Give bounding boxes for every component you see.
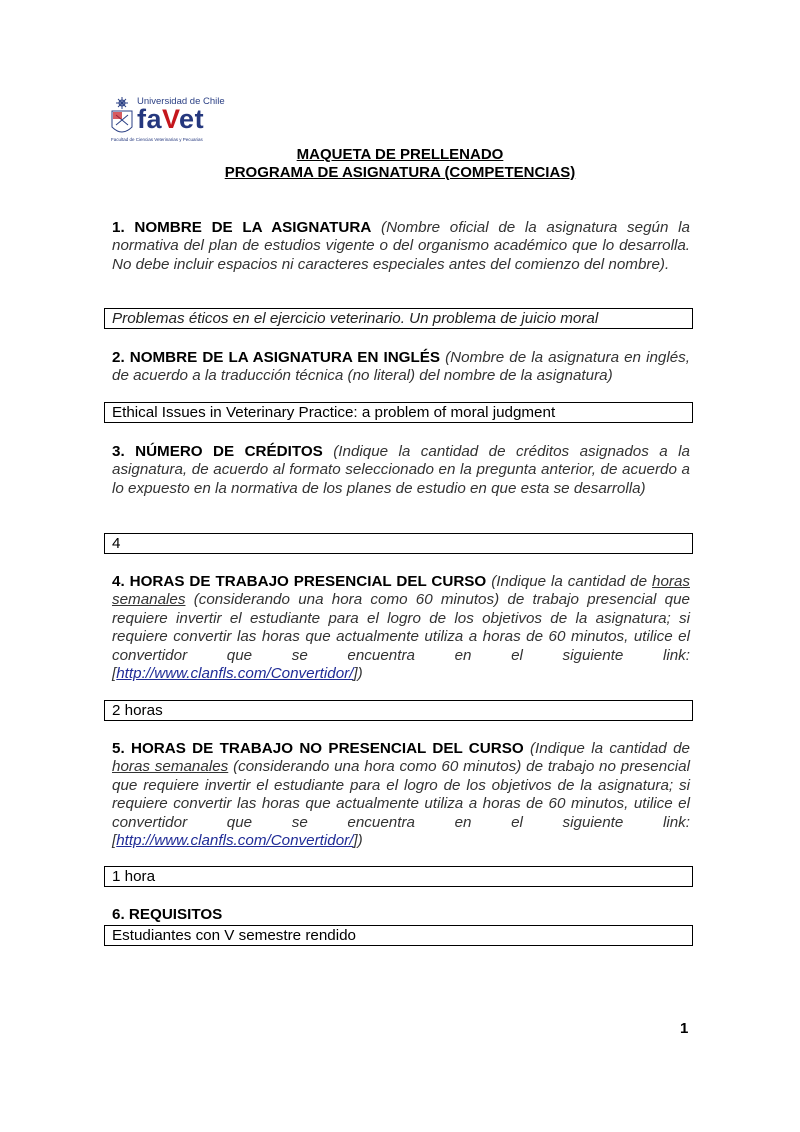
- underlined-phrase: horas semanales: [112, 758, 229, 776]
- section-description: (Indique la cantidad de horas semanales (considerando una hora como 60 minutos) de trabajo no presencial que requiere invertir el estudiante para el logro de los objetivos de la asignatura; si requiere convertir las horas que actualmente utiliza a horas de 60 minutos, utilice el convertidor que se encuentra en el siguiente link: [http://www.clanfls.com/Convertidor/]): [112, 740, 690, 850]
- section-number: 3.: [112, 443, 125, 460]
- answer-field-credits[interactable]: 4: [104, 533, 693, 554]
- answer-field-nonpresential-hours[interactable]: 1 hora: [104, 866, 693, 887]
- section-description: (Indique la cantidad de créditos asignados a la asignatura, de acuerdo al formato seleccionado en la pregunta anterior, de acuerdo a lo expuesto en la normativa de los planes de estudio en que esta se desarrolla): [112, 443, 690, 497]
- section-heading: NOMBRE DE LA ASIGNATURA EN INGLÉS: [129, 349, 441, 366]
- section-number: 4.: [112, 573, 125, 590]
- faculty-name: Facultad de Ciencias Veterinarias y Pecuarias: [111, 137, 203, 142]
- brand-text-end: et: [179, 104, 205, 134]
- university-name: Universidad de Chile: [137, 96, 225, 107]
- section-description: (Indique la cantidad de horas semanales (considerando una hora como 60 minutos) de trabajo presencial que requiere invertir el estudiante para el logro de los objetivos de la asignatura; si requiere convertir las horas que actualmente utiliza a horas de 60 minutos, utilice el convertidor que se encuentra en el siguiente link: [http://www.clanfls.com/Convertidor/]): [112, 573, 690, 683]
- answer-field-presential-hours[interactable]: 2 horas: [104, 700, 693, 721]
- brand-text-start: fa: [137, 104, 163, 134]
- document-subtitle: PROGRAMA DE ASIGNATURA (COMPETENCIAS): [224, 164, 576, 181]
- brand-wordmark: [137, 104, 204, 135]
- section-description: (Nombre de la asignatura en inglés, de acuerdo a la traducción técnica (no literal) del nombre de la asignatura): [112, 349, 690, 385]
- university-seal-icon: [110, 97, 134, 137]
- section-4: [112, 573, 690, 683]
- underlined-phrase: horas semanales: [112, 573, 690, 609]
- section-number: 1.: [112, 219, 125, 236]
- section-6: [112, 906, 690, 924]
- section-5: [112, 740, 690, 850]
- page-number: 1: [680, 1020, 689, 1037]
- section-2: [112, 349, 690, 386]
- section-3: [112, 443, 690, 498]
- document-title: MAQUETA DE PRELLENADO: [296, 146, 504, 163]
- section-heading: NÚMERO DE CRÉDITOS: [135, 443, 323, 460]
- answer-field-english-name[interactable]: Ethical Issues in Veterinary Practice: a problem of moral judgment: [104, 402, 693, 423]
- section-number: 6.: [112, 906, 125, 923]
- section-number: 5.: [112, 740, 125, 757]
- section-heading: NOMBRE DE LA ASIGNATURA: [134, 219, 372, 236]
- converter-link[interactable]: http://www.clanfls.com/Convertidor/: [116, 665, 354, 683]
- section-heading: HORAS DE TRABAJO PRESENCIAL DEL CURSO: [129, 573, 487, 590]
- section-number: 2.: [112, 349, 125, 366]
- converter-link[interactable]: http://www.clanfls.com/Convertidor/: [116, 832, 354, 850]
- section-heading: HORAS DE TRABAJO NO PRESENCIAL DEL CURSO: [131, 740, 524, 757]
- answer-field-requirements[interactable]: Estudiantes con V semestre rendido: [104, 925, 693, 946]
- section-description: (Nombre oficial de la asignatura según la normativa del plan de estudios vigente o del organismo académico que lo desarrolla. No debe incluir espacios ni caracteres especiales antes del comienzo del nombre).: [112, 219, 690, 273]
- section-heading: REQUISITOS: [128, 906, 223, 923]
- answer-field-course-name[interactable]: Problemas éticos en el ejercicio veterinario. Un problema de juicio moral: [104, 308, 693, 329]
- brand-text-v: V: [162, 104, 180, 134]
- section-1: [112, 219, 690, 274]
- faculty-logo: [110, 95, 230, 145]
